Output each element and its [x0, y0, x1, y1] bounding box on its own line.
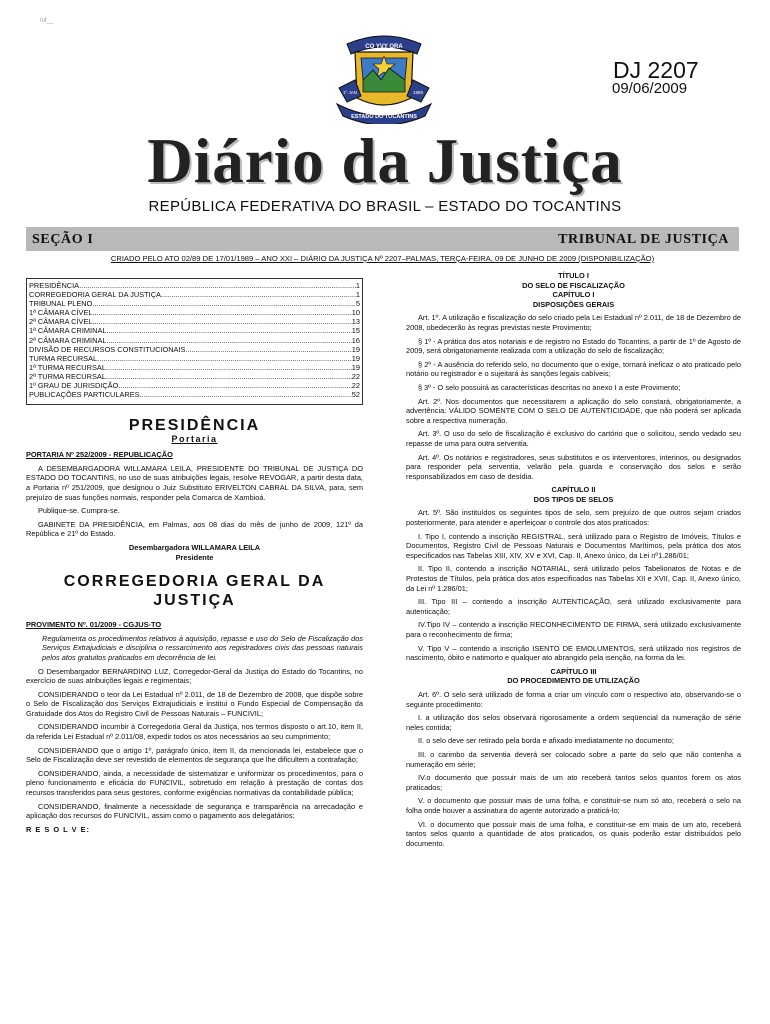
toc-entry-page: 1	[355, 290, 360, 300]
toc-entry-page: 19	[351, 353, 360, 363]
toc-entry-label: CORREGEDORIA GERAL DA JUSTIÇA	[29, 290, 161, 300]
procedure-1: I. a utilização dos selos observará rigorosamente a ordem seqüencial da numeração de série neles contida;	[406, 713, 741, 732]
toc-entry-page: 22	[351, 371, 360, 381]
seal-left-date: 1º JAN	[343, 90, 357, 95]
toc-entry-label: PRESIDÊNCIA	[29, 281, 80, 290]
toc-entry[interactable]	[29, 299, 360, 308]
signature-role: Presidente	[175, 552, 214, 562]
procedure-5: V. o documento que possuir mais de uma folha, e constituir-se num só ato, receberá o selo na folha onde houver a assinatura do agente autorizado a praticá-lo;	[406, 796, 741, 815]
section-label: SEÇÃO I	[32, 232, 94, 247]
court-label: TRIBUNAL DE JUSTIÇA	[558, 232, 729, 247]
toc-entry[interactable]	[29, 281, 360, 290]
gabinete-line: GABINETE DA PRESIDÊNCIA, em Palmas, aos 08 dias do mês de junho de 2009, 121º da República e 21º do Estado.	[26, 519, 363, 539]
toc-entry-page: 15	[351, 326, 360, 336]
chapter-1-subheading: DISPOSIÇÕES GERAIS	[532, 299, 615, 309]
article-2: Art. 2º. Nos documentos que necessitarem a aplicação do selo constará, obrigatoriamente, a advertência: VÁLIDO SOMENTE COM O SELO DE AUTENTICIDADE, que não poderá ser aplicada sobre a respectiva numeração.	[406, 396, 741, 425]
article-5: Art. 5º. São instituídos os seguintes tipos de selo, sem prejuízo de que outros sejam criados posteriormente, para atender e aperfeiçoar o controle dos atos praticados:	[406, 508, 741, 528]
toc-entry[interactable]	[29, 372, 360, 381]
type-4: IV.Tipo IV – contendo a inscrição RECONHECIMENTO DE FIRMA, será utilizado exclusivamente para o reconhecimento de firma;	[406, 620, 741, 639]
signature-name: Desembargadora WILLAMARA LEILA	[128, 542, 261, 552]
toc-leader-dots	[185, 345, 351, 354]
toc-entry-label: DIVISÃO DE RECURSOS CONSTITUCIONAIS	[29, 344, 186, 354]
portaria-body: A DESEMBARGADORA WILLAMARA LEILA, PRESIDENTE DO TRIBUNAL DE JUSTIÇA DO ESTADO DO TOCANTINS, no uso de suas atribuições legais, resolve REVOGAR, a partir desta data, a Portaria nº 251/2009, que designou o Juiz Substituto ERIVELTON CABRAL DA SILVA, para, sem prejuízo de suas funções normais, responder pela Comarca de Xambioá.	[26, 463, 363, 502]
article-1-par-2: § 2º - A ausência do referido selo, no documento que o exige, tornará ineficaz o ato praticado pelo notário ou registrador e o sujeitará às sanções legais cabíveis;	[406, 359, 741, 379]
toc-entry-label: 1ª TURMA RECURSAL	[29, 362, 106, 372]
procedure-2: II. o selo deve ser retirado pela borda e afixado imediatamente no documento;	[418, 736, 674, 746]
toc-leader-dots	[161, 290, 356, 299]
toc-entry[interactable]	[29, 317, 360, 326]
type-2: II. Tipo II, contendo a inscrição NOTARIAL, será utilizado pelos Tabelionatos de Notas e de Protestos de Títulos, pela prática dos atos especificados nas Tabelas XII e XVII, Cap. II, Anexo único, da Lei nº 1.286/01;	[406, 564, 741, 593]
article-3: Art. 3º. O uso do selo de fiscalização é exclusivo do cartório que o solicitou, sendo vedado seu repasse de uma para outra serventia.	[406, 429, 741, 448]
toc-leader-dots	[93, 317, 352, 326]
creation-line: CRIADO PELO ATO 02/89 DE 17/01/1989 – ANO XXI – DIÁRIO DA JUSTIÇA Nº 2207–PALMAS, TERÇA-FEIRA, 09 DE JUNHO DE 2009 (DISPONIBILIZAÇÃO)	[110, 254, 655, 263]
right-column	[406, 271, 741, 852]
toc-leader-dots	[106, 372, 352, 381]
toc-entry-page: 19	[351, 362, 360, 372]
considerando-5: CONSIDERANDO, finalmente a necessidade de segurança e transparência na arrecadação e aplicação dos recursos do FUNCIVIL, assim como o pagamento aos delegatários;	[26, 801, 363, 821]
table-of-contents	[26, 278, 363, 405]
considerando-4: CONSIDERANDO, ainda, a necessidade de sistematizar e uniformizar os procedimentos, para o pleno funcionamento e eficácia do FUNCIVIL, sobretudo em relação à prestação de contas dos recursos transferidos para seus gestores, conforme exigências normativas da contabilidade pública;	[26, 768, 363, 798]
toc-leader-dots	[92, 299, 355, 308]
left-column	[26, 417, 363, 838]
toc-entry-label: PUBLICAÇÕES PARTICULARES	[29, 390, 140, 400]
toc-leader-dots	[118, 381, 351, 390]
toc-entry-label: 2ª CÂMARA CRIMINAL	[29, 335, 107, 345]
chapter-2-heading: CAPÍTULO II	[551, 485, 596, 495]
article-6: Art. 6º. O selo será utilizado de forma a criar um vínculo com o respectivo ato, observando-se o seguinte procedimento:	[406, 689, 741, 709]
issue-date: 09/06/2009	[612, 80, 688, 97]
chapter-2-subheading: DOS TIPOS DE SELOS	[533, 494, 614, 504]
portaria-heading: Portaria	[171, 433, 218, 444]
toc-entry-label: TRIBUNAL PLENO	[29, 299, 93, 309]
toc-entry-label: 1ª CÂMARA CRIMINAL	[29, 326, 107, 336]
titulo-heading: TÍTULO I	[558, 271, 589, 280]
toc-entry-page: 5	[355, 299, 360, 309]
toc-entry[interactable]	[29, 390, 360, 399]
article-4: Art. 4º. Os notários e registradores, seus substitutos e os interventores, interinos, ou designados para responder pela serventia, velarão pela guarda e conservação dos selos e serão responsabilizados em caso de desídia.	[406, 452, 741, 481]
titulo-subheading: DO SELO DE FISCALIZAÇÃO	[522, 280, 625, 290]
toc-entry-label: 2ª CÂMARA CÍVEL	[29, 317, 93, 327]
corner-mark: Inf__	[40, 18, 54, 24]
issue-number: DJ 2207	[613, 57, 699, 83]
toc-entry-page: 1	[355, 281, 360, 290]
article-1: Art. 1º. A utilização e fiscalização do selo criado pela Lei Estadual nº 2.011, de 18 de Dezembro de 2008, obedecerão às regras previstas neste Provimento;	[406, 313, 741, 332]
considerando-3: CONSIDERANDO que o artigo 1º, parágrafo único, item II, da mencionada lei, estabelece que o Selo de Fiscalização deve ser revestido de elementos de segurança que lhe dificultem a contrafação;	[26, 745, 363, 765]
resolve-line: R E S O L V E:	[26, 824, 90, 834]
toc-entry[interactable]	[29, 345, 360, 354]
seal-bottom-text: ESTADO DO TOCANTINS	[351, 114, 417, 120]
state-seal-logo	[325, 30, 443, 124]
seal-top-text: CO YVY ORA	[365, 44, 403, 50]
article-1-par-1: § 1º - A prática dos atos notariais e de registro no Estado do Tocantins, a partir de 1º de Agosto de 2009, será obrigatoriamente realizada com a utilização do selo de fiscalização;	[406, 336, 741, 356]
toc-entry-label: 1º GRAU DE JURISDIÇÃO	[29, 381, 119, 391]
toc-leader-dots	[106, 326, 351, 335]
corregedoria-heading: CORREGEDORIA GERAL DA JUSTIÇA	[63, 573, 326, 610]
masthead-title: Diário da Justiça	[147, 126, 623, 196]
type-5: V. Tipo V – contendo a inscrição ISENTO DE EMOLUMENTOS, será utilizado nos registros de nascimento, óbito e natimorto e qualquer ato abrangido pela isenção, na forma da lei.	[406, 643, 741, 663]
toc-leader-dots	[106, 363, 352, 372]
type-3: III. Tipo III – contendo a inscrição AUTENTICAÇÃO, será utilizado exclusivamente para autenticação;	[406, 597, 741, 616]
presidencia-heading: PRESIDÊNCIA	[128, 417, 261, 434]
republic-line: REPÚBLICA FEDERATIVA DO BRASIL – ESTADO DO TOCANTINS	[148, 198, 622, 215]
portaria-number: PORTARIA Nº 252/2009 - REPUBLICAÇÃO	[26, 450, 173, 460]
toc-entry[interactable]	[29, 336, 360, 345]
publique-line: Publique-se. Cumpra-se.	[38, 506, 120, 516]
toc-entry-page: 16	[351, 335, 360, 345]
article-1-par-3: § 3º - O selo possuirá as características descritas no anexo I a este Provimento;	[418, 382, 681, 392]
toc-leader-dots	[106, 336, 351, 345]
chapter-1-heading: CAPÍTULO I	[552, 290, 595, 300]
toc-leader-dots	[140, 390, 352, 399]
procedure-4: IV.o documento que possuir mais de um ato receberá tantos selos quantos forem os atos praticados;	[406, 773, 741, 792]
procedure-3: III. o carimbo da serventia deverá ser colocado sobre a parte do selo que não contenha a numeração em série;	[406, 749, 741, 769]
considerando-2: CONSIDERANDO incumbir à Corregedoria Geral da Justiça, nos termos disposto o art.10, item II, da referida Lei Estadual nº 2.011/08, expedir todos os atos necessários ao seu cumprimento;	[26, 722, 363, 742]
toc-entry-label: TURMA RECURSAL	[29, 353, 98, 363]
toc-leader-dots	[79, 281, 356, 290]
toc-entry-page: 10	[351, 308, 360, 318]
toc-entry[interactable]	[29, 308, 360, 317]
toc-leader-dots	[97, 354, 352, 363]
ementa: Regulamenta os procedimentos relativos à aquisição, repasse e uso do Selo de Fiscalização dos Serviços Extrajudiciais e disciplina o ressarcimento aos registradores civis das pessoas naturais pelos atos gratuitos praticados em decorrência de lei.	[42, 633, 363, 662]
toc-entry[interactable]	[29, 326, 360, 335]
intro-paragraph: O Desembargador BERNARDINO LUZ, Corregedor-Geral da Justiça do Estado do Tocantins, no exercício de suas atribuições legais e regimentais;	[26, 666, 363, 686]
type-1: I. Tipo I, contendo a inscrição REGISTRAL, será utilizado para o Registro de Imóveis, Títulos e Documentos, Registro Civil de Pessoas Naturais e Documentos Marítimos, pela prática dos atos especificados nas Tabelas XIII, XIV, XV e XVI, Cap. II, Anexo único, da Lei nº1.286/01;	[406, 531, 741, 560]
procedure-6: VI. o documento que possuir mais de uma folha, e constituir-se em mais de um ato, receberá tantos selos quanto a quantidade de atos praticados, os quais poderão estar distribuídos pelo documento.	[406, 819, 741, 848]
toc-entry[interactable]	[29, 381, 360, 390]
toc-entry-label: 1ª CÂMARA CÍVEL	[29, 308, 93, 318]
toc-entry-page: 19	[351, 344, 360, 354]
chapter-3-subheading: DO PROCEDIMENTO DE UTILIZAÇÃO	[507, 676, 640, 686]
section-bar	[26, 227, 739, 251]
seal-right-year: 1989	[412, 90, 424, 95]
provimento-number: PROVIMENTO Nº. 01/2009 - CGJUS-TO	[26, 620, 162, 630]
chapter-3-heading: CAPÍTULO III	[550, 666, 597, 676]
toc-entry-label: 2ª TURMA RECURSAL	[29, 371, 106, 381]
toc-leader-dots	[93, 308, 352, 317]
toc-entry[interactable]	[29, 290, 360, 299]
toc-entry-page: 13	[351, 317, 360, 327]
toc-entry-page: 52	[351, 390, 360, 400]
toc-entry-page: 22	[351, 381, 360, 391]
toc-entry[interactable]	[29, 363, 360, 372]
considerando-1: CONSIDERANDO o teor da Lei Estadual nº 2.011, de 18 de Dezembro de 2008, que dispõe sobre o Selo de Fiscalização dos Serviços Extrajudiciais e institui o Fundo Especial de Compensação da Gratuidade dos Atos do Registro Civil de Pessoas Naturais – FUNCIVIL;	[26, 689, 363, 718]
toc-entry[interactable]	[29, 354, 360, 363]
